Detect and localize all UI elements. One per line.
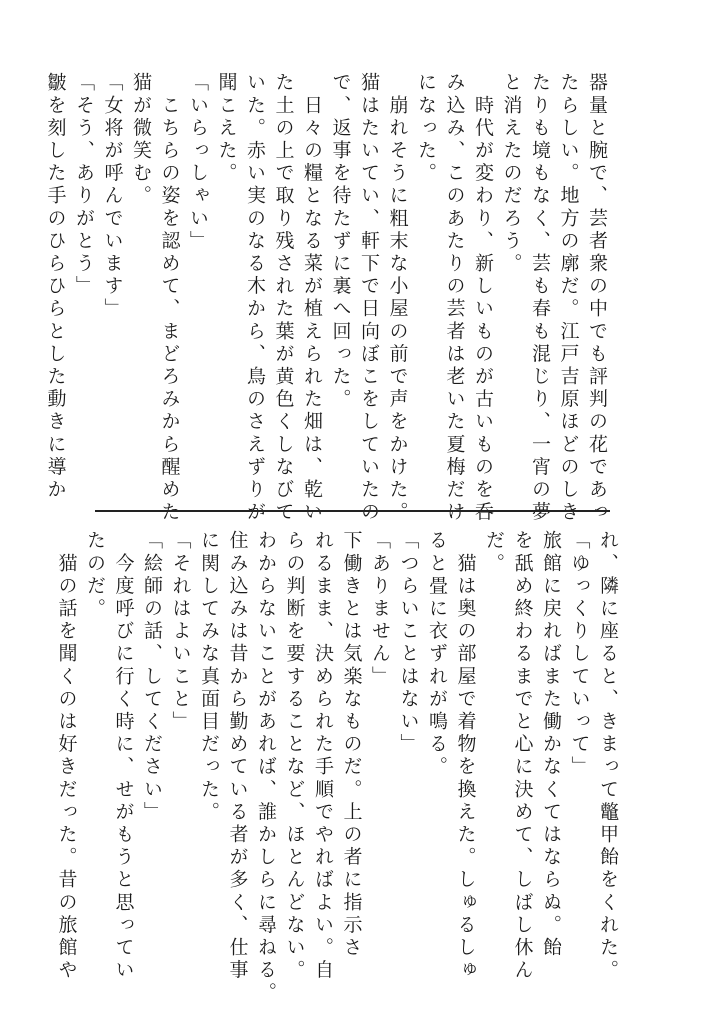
text-line: いた。赤い実のなる木から、鳥のさえずりが [244, 72, 266, 524]
text-line: 今度呼びに行く時に、せがもうと思ってい [112, 530, 135, 982]
text-line: だ。 [483, 530, 505, 576]
text-line: たりも境もなく、芸も春も混じり、一宵の夢 [529, 72, 551, 524]
section-divider [95, 510, 610, 512]
text-line: 猫はたいてい、軒下で日向ぼこをしていたの [358, 72, 380, 524]
text-line: を舐め終わるまでと心に決めて、しばし休ん [511, 530, 534, 982]
text-line: 崩れそうに粗末な小屋の前で声をかけた。 [386, 72, 409, 524]
text-line: 聞こえた。 [215, 72, 238, 185]
upper-text-block [44, 72, 611, 524]
text-line: れ、隣に座ると、きまって鼈甲飴をくれた。 [597, 530, 619, 982]
text-line: 皺を刻した手のひらひらとした動きに導か [44, 72, 67, 502]
text-line: 「そう、ありがとう」 [73, 72, 95, 298]
text-line: 「いらっしゃい」 [187, 72, 209, 253]
text-line: 下働きとは気楽なものだ。上の者に指示さ [340, 530, 363, 960]
text-line: と消えたのだろう。 [500, 72, 523, 276]
text-line: で、返事を待たずに裏へ回った。 [329, 72, 352, 411]
text-line: 「つらいことはない」 [397, 530, 420, 756]
text-line: らの判断を要することなど、ほとんどない。 [283, 530, 306, 982]
text-line: こちらの姿を認めて、まどろみから醒めた [158, 72, 181, 524]
text-line: たのだ。 [84, 530, 106, 621]
text-line: 住み込みは昔から勤めている者が多く、仕事 [226, 530, 249, 982]
text-line: 「ゆっくりしていって」 [568, 530, 591, 779]
text-line: 「女将が呼んでいます」 [101, 72, 124, 321]
text-line: 旅館に戻ればまた働かなくてはならぬ。飴 [540, 530, 562, 960]
text-line: になった。 [415, 72, 437, 185]
text-line: 猫の話を聞くのは好きだった。昔の旅館や [55, 530, 78, 982]
text-line: わからないことがあれば、誰かしらに尋ねる。 [255, 530, 277, 1005]
text-line: に関してみな真面目だった。 [198, 530, 220, 824]
text-line: 時代が変わり、新しいものが古いものを呑 [472, 72, 494, 524]
text-line: 猫は奥の部屋で着物を換えた。しゅるしゅ [454, 530, 477, 982]
text-line: 器量と腕で、芸者衆の中でも評判の花であっ [586, 72, 608, 524]
text-line: たらしい。地方の廓だ。江戸吉原ほどのしき [557, 72, 580, 524]
lower-text-block [55, 530, 622, 1005]
text-line: 「ありません」 [369, 530, 391, 689]
text-line: 「それはよいこと」 [169, 530, 192, 734]
text-line: み込み、このあたりの芸者は老いた夏梅だけ [443, 72, 466, 524]
text-line: 日々の糧となる菜が植えられた畑は、乾い [301, 72, 323, 524]
text-line: た土の上で取り残された葉が黄色くしなびて [272, 72, 295, 524]
text-line: ると畳に衣ずれが鳴る。 [426, 530, 448, 779]
text-line: 「絵師の話、してください」 [141, 530, 163, 824]
text-line: れるまま、決められた手順でやればよい。自 [312, 530, 334, 982]
text-line: 猫が微笑む。 [130, 72, 152, 208]
